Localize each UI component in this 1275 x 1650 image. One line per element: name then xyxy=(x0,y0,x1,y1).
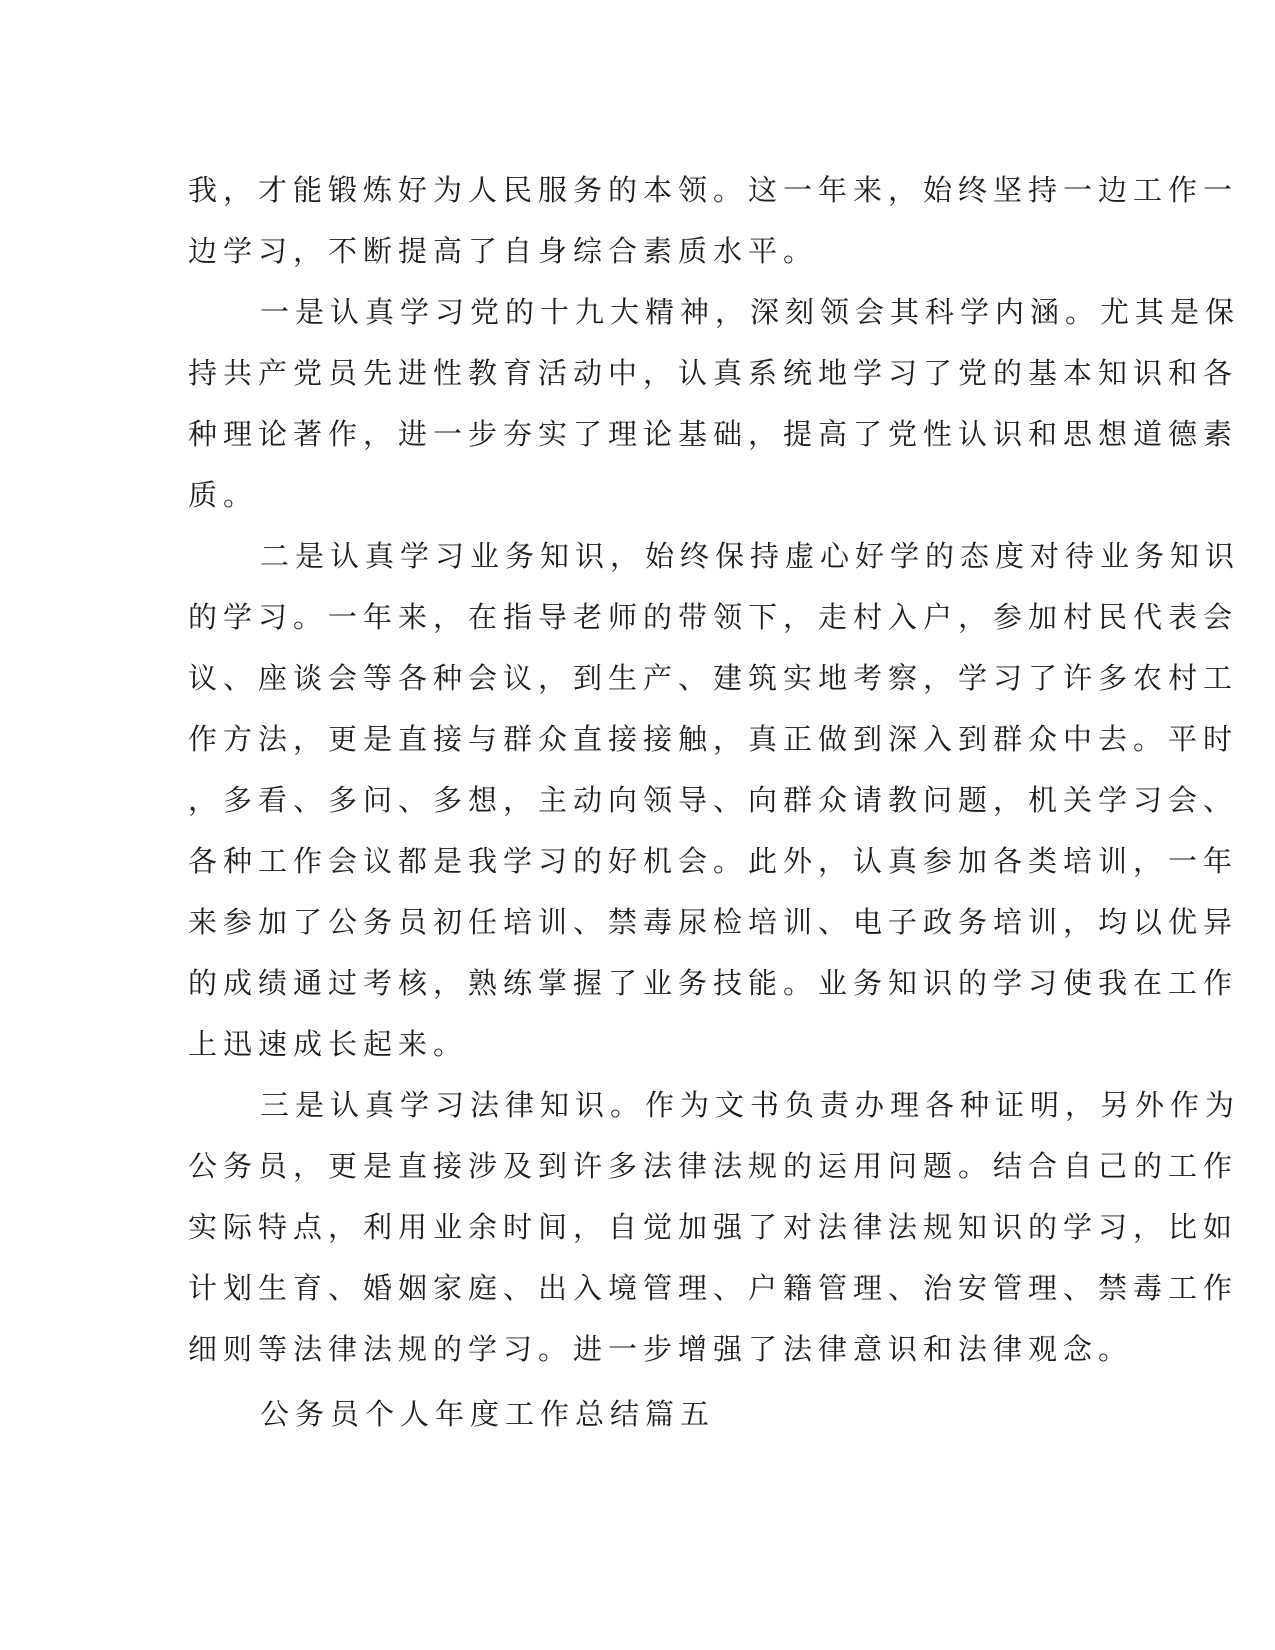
paragraph xyxy=(188,526,1241,1075)
text-line: 三是认真学习法律知识。作为文书负责办理各种证明，另外作为 xyxy=(260,1088,1241,1122)
text-line: 持共产党员先进性教育活动中，认真系统地学习了党的基本知识和各 xyxy=(188,356,1239,390)
text-line: 各种工作会议都是我学习的好机会。此外，认真参加各类培训，一年 xyxy=(188,844,1239,878)
paragraph xyxy=(188,1075,1241,1380)
text-line: 二是认真学习业务知识，始终保持虚心好学的态度对待业务知识 xyxy=(260,539,1241,573)
text-line: 的成绩通过考核，熟练掌握了业务技能。业务知识的学习使我在工作 xyxy=(188,966,1239,1000)
text-line: 一是认真学习党的十九大精神，深刻领会其科学内涵。尤其是保 xyxy=(260,295,1241,329)
text-line: 公务员，更是直接涉及到许多法律法规的运用问题。结合自己的工作 xyxy=(188,1149,1239,1183)
text-line: 质。 xyxy=(188,478,259,512)
text-line: 上迅速成长起来。 xyxy=(188,1027,469,1061)
paragraph xyxy=(188,160,1239,282)
text-line: 计划生育、婚姻家庭、出入境管理、户籍管理、治安管理、禁毒工作 xyxy=(188,1271,1239,1305)
section-heading: 公务员个人年度工作总结篇五 xyxy=(260,1397,716,1431)
text-line: 作方法，更是直接与群众直接接触，真正做到深入到群众中去。平时 xyxy=(188,722,1239,756)
text-line: 来参加了公务员初任培训、禁毒尿检培训、电子政务培训，均以优异 xyxy=(188,905,1239,939)
text-line: 细则等法律法规的学习。进一步增强了法律意识和法律观念。 xyxy=(188,1332,1134,1366)
text-line: 的学习。一年来，在指导老师的带领下，走村入户，参加村民代表会 xyxy=(188,600,1239,634)
text-line: 议、座谈会等各种会议，到生产、建筑实地考察，学习了许多农村工 xyxy=(188,661,1239,695)
text-line: 边学习，不断提高了自身综合素质水平。 xyxy=(188,234,819,268)
text-line: 我，才能锻炼好为人民服务的本领。这一年来，始终坚持一边工作一 xyxy=(188,173,1239,207)
text-line: 种理论著作，进一步夯实了理论基础，提高了党性认识和思想道德素 xyxy=(188,417,1239,451)
paragraph xyxy=(188,282,1241,526)
text-line: ，多看、多问、多想，主动向领导、向群众请教问题，机关学习会、 xyxy=(188,783,1239,817)
text-line: 实际特点，利用业余时间，自觉加强了对法律法规知识的学习，比如 xyxy=(188,1210,1239,1244)
document-body xyxy=(188,160,1241,1445)
